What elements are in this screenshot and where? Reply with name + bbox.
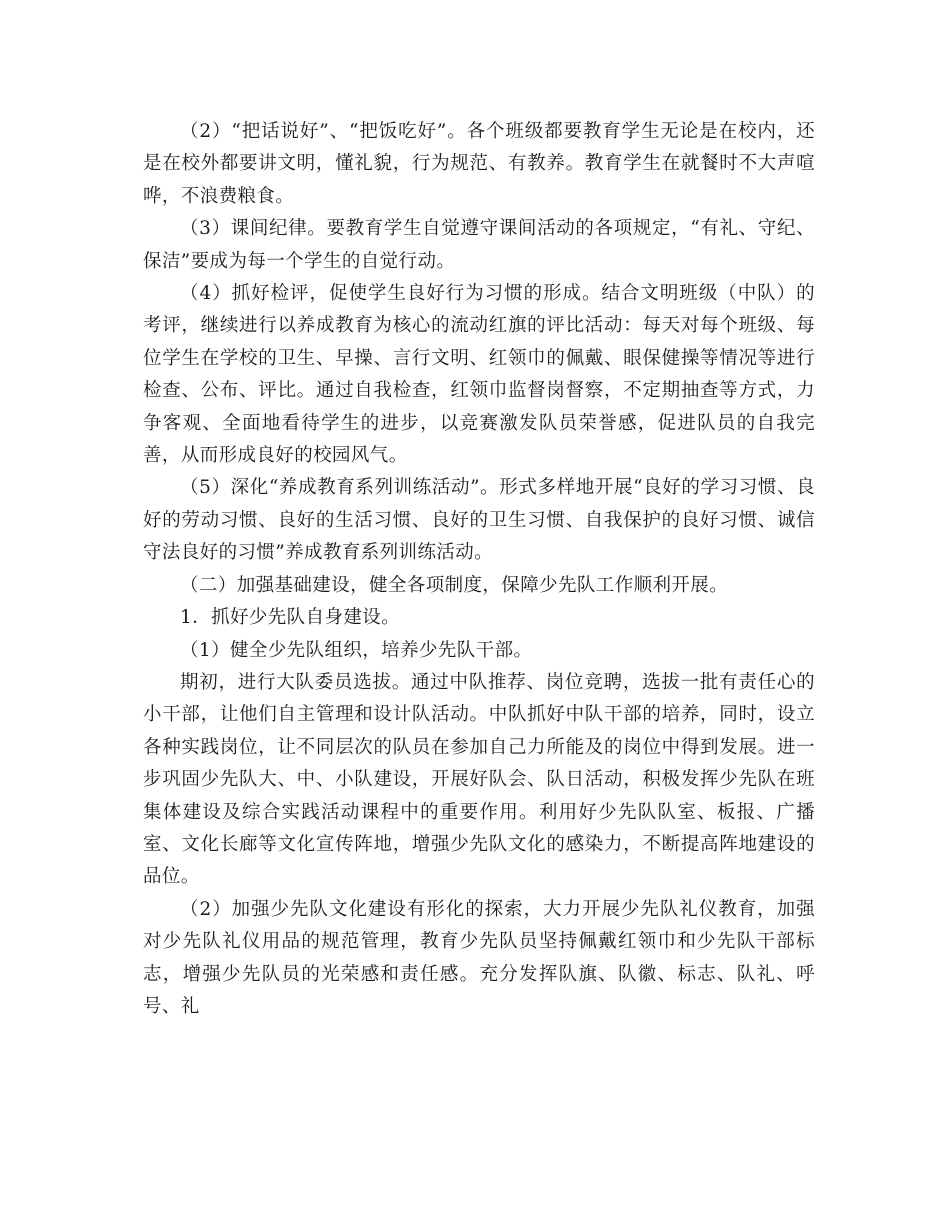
paragraph-item-2b: （2）加强少先队文化建设有形化的探索，大力开展少先队礼仪教育，加强对少先队礼仪用品的规范管理，教育少先队员坚持佩戴红领巾和少先队干部标志，增强少先队员的光荣感和责任感。充分发挥队旗、队徽、标志、队礼、呼号、礼 [143, 898, 815, 1017]
paragraph-item-3: （3）课间纪律。要教育学生自觉遵守课间活动的各项规定，“有礼、守纪、保洁”要成为每一个学生的自觉行动。 [143, 218, 815, 272]
paragraph-item-4: （4）抓好检评，促使学生良好行为习惯的形成。结合文明班级（中队）的考评，继续进行以养成教育为核心的流动红旗的评比活动：每天对每个班级、每位学生在学校的卫生、早操、言行文明、红领巾的佩戴、眼保健操等情况等进行检查、公布、评比。通过自我检查，红领巾监督岗督察，不定期抽查等方式，力争客观、全面地看待学生的进步，以竞赛激发队员荣誉感，促进队员的自我完善，从而形成良好的校园风气。 [143, 283, 815, 467]
paragraph-item-5: （5）深化“养成教育系列训练活动”。形式多样地开展“良好的学习习惯、良好的劳动习惯、良好的生活习惯、良好的卫生习惯、自我保护的良好习惯、诚信守法良好的习惯”养成教育系列训练活动。 [143, 477, 815, 564]
document-body [143, 116, 815, 1023]
paragraph-body: 期初，进行大队委员选拔。通过中队推荐、岗位竞聘，选拔一批有责任心的小干部，让他们自主管理和设计队活动。中队抓好中队干部的培养，同时，设立各种实践岗位，让不同层次的队员在参加自己力所能及的岗位中得到发展。进一步巩固少先队大、中、小队建设，开展好队会、队日活动，积极发挥少先队在班集体建设及综合实践活动课程中的重要作用。利用好少先队队室、板报、广播室、文化长廊等文化宣传阵地，增强少先队文化的感染力，不断提高阵地建设的品位。 [143, 671, 815, 888]
paragraph-item-2: （2）“把话说好”、“把饭吃好”。各个班级都要教育学生无论是在校内，还是在校外都要讲文明，懂礼貌，行为规范、有教养。教育学生在就餐时不大声喧哗，不浪费粮食。 [143, 121, 815, 207]
section-heading-2: （二）加强基础建设，健全各项制度，保障少先队工作顺利开展。 [180, 574, 729, 596]
subheading-1: 1．抓好少先队自身建设。 [180, 607, 401, 629]
subheading-1-1: （1）健全少先队组织，培养少先队干部。 [180, 639, 533, 661]
